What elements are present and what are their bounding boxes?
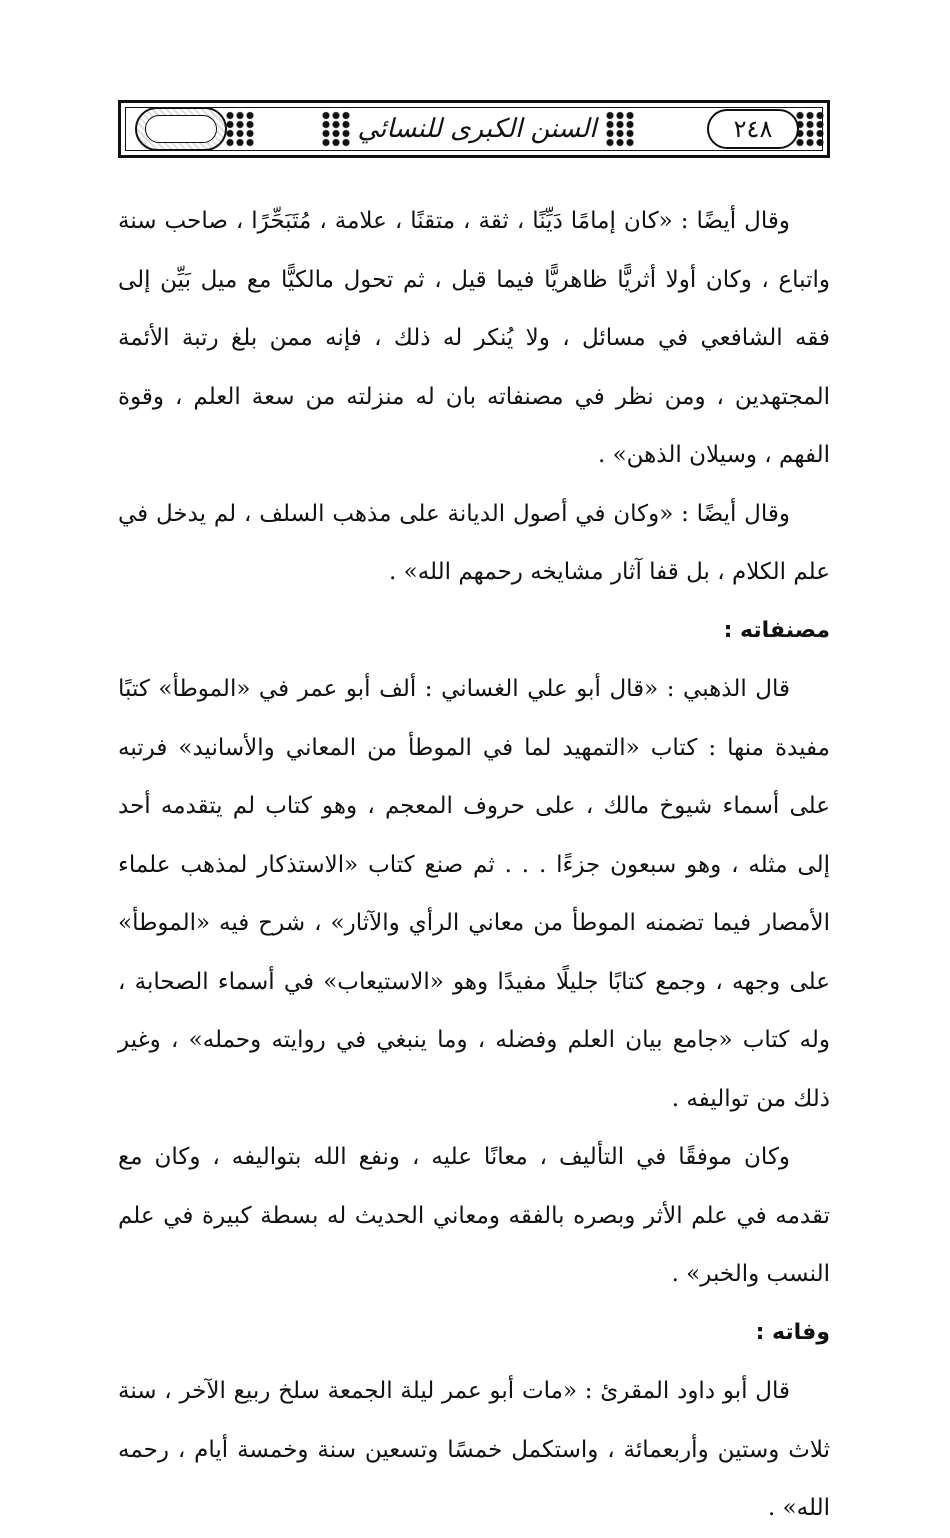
paragraph-2: وقال أيضًا : «وكان في أصول الديانة على مذهب السلف ، لم يدخل في علم الكلام ، بل قفا آثار مشايخه رحمهم الله» . [118,500,830,585]
book-seal-logo [135,107,227,151]
page-header [118,100,830,158]
section-heading-works: مصنفاته : [723,617,830,643]
page-number: ٢٤٨ [707,109,799,149]
paragraph-5: قال أبو داود المقرئ : «مات أبو عمر ليلة الجمعة سلخ ربيع الآخر ، سنة ثلاث وستين وأربعمائة ، واستكمل خمسًا وتسعين سنة وخمسة أيام ، رحمه الله» . [118,1378,830,1521]
running-title: السنن الكبرى للنسائي [357,114,597,144]
paragraph-3: قال الذهبي : «قال أبو علي الغساني : ألف أبو عمر في «الموطأ» كتبًا مفيدة منها : كتاب «التمهيد لما في الموطأ من المعاني والأسانيد» فرتبه على أسماء شيوخ مالك ، على حروف المعجم ، وهو كتاب لم يتقدمه أحد إلى مثله ، وهو سبعون جزءًا . . . ثم صنع كتاب «الاستذكار لمذهب علماء الأمصار فيما تضمنه الموطأ من معاني الرأي والآثار» ، شرح فيه «الموطأ» على وجهه ، وجمع كتابًا جليلًا مفيدًا وهو «الاستيعاب» في أسماء الصحابة ، وله كتاب «جامع بيان العلم وفضله ، وما ينبغي في روايته وحمله» ، وغير ذلك من تواليفه . [118,676,830,1112]
seal-inner-icon [145,115,217,143]
section-heading-death: وفاته : [755,1319,830,1345]
ornament-left-inner-icon [321,111,351,147]
ornament-right-inner-icon [605,111,635,147]
paragraph-1: وقال أيضًا : «كان إمامًا دَيِّنًا ، ثقة ، متقنًا ، علامة ، مُتَبَحِّرًا ، صاحب سنة واتباع ، وكان أولا أثريًّا ظاهريًّا فيما قيل ، ثم تحول مالكيًّا مع ميل بَيِّن إلى فقه الشافعي في مسائل ، ولا يُنكر له ذلك ، فإنه ممن بلغ رتبة الأئمة المجتهدين ، ومن نظر في مصنفاته بان له منزلته من سعة العلم ، وقوة الفهم ، وسيلان الذهن» . [118,208,830,468]
paragraph-4: وكان موفقًا في التأليف ، معانًا عليه ، ونفع الله بتواليفه ، وكان مع تقدمه في علم الأثر وبصره بالفقه ومعاني الحديث له بسطة كبيرة في علم النسب والخبر» . [118,1144,830,1287]
ornament-right-icon [795,111,825,147]
main-text [118,192,830,1538]
ornament-left-icon [225,111,255,147]
